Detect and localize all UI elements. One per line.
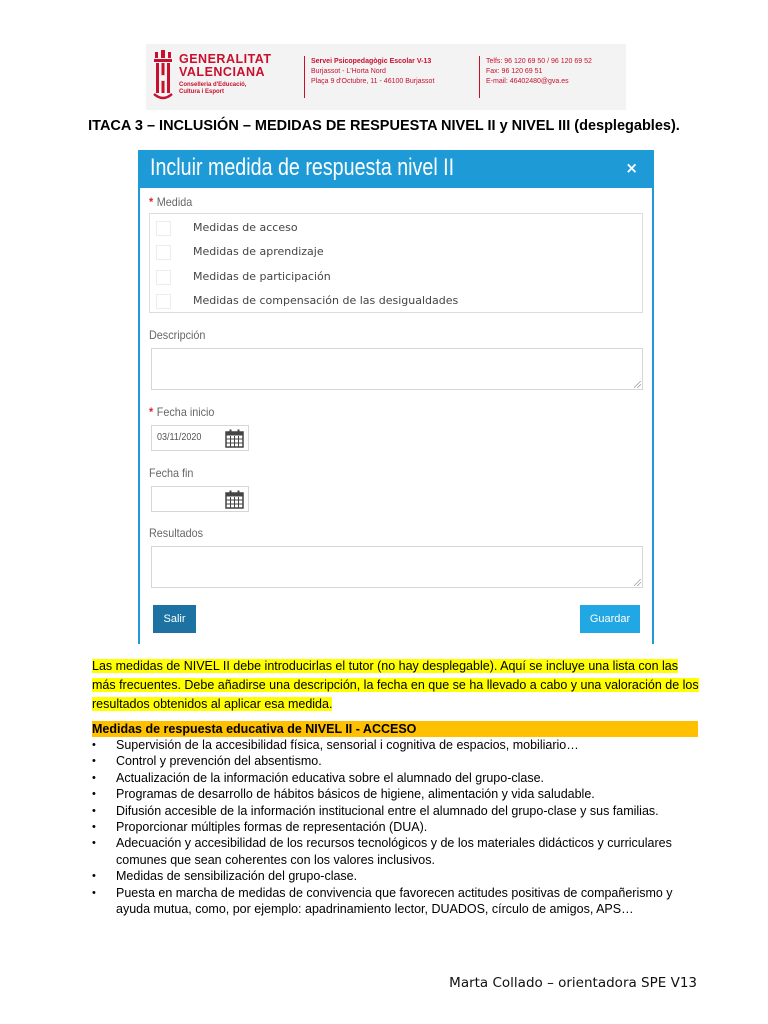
list-item-text: Difusión accesible de la información institucional entre el alumnado del grupo-clase y sus familias. bbox=[116, 803, 659, 818]
logo-subtitle: Conselleria d'Educació, Cultura i Esport bbox=[179, 82, 247, 95]
descripcion-label: Descripción bbox=[149, 328, 206, 342]
section-title: Medidas de respuesta educativa de NIVEL II - ACCESO bbox=[92, 722, 417, 736]
option-checkbox[interactable] bbox=[156, 294, 171, 309]
document-title: ITACA 3 – INCLUSIÓN – MEDIDAS DE RESPUESTA NIVEL II y NIVEL III (desplegables). bbox=[88, 118, 680, 134]
resize-grip-icon[interactable] bbox=[634, 381, 641, 388]
bullet-icon: • bbox=[92, 788, 96, 801]
letterhead bbox=[146, 44, 626, 110]
guardar-button[interactable]: Guardar bbox=[580, 605, 640, 633]
list-item bbox=[92, 803, 704, 819]
option-label: Medidas de compensación de las desigualdades bbox=[193, 294, 459, 307]
option-checkbox[interactable] bbox=[156, 270, 171, 285]
fecha-fin-label: Fecha fin bbox=[149, 466, 194, 480]
list-item bbox=[92, 868, 704, 884]
option-row[interactable] bbox=[150, 219, 642, 239]
fecha-inicio-label-text: Fecha inicio bbox=[156, 405, 215, 419]
list-item bbox=[92, 770, 704, 786]
descripcion-textarea[interactable] bbox=[151, 348, 643, 390]
list-item bbox=[92, 835, 704, 868]
fecha-inicio-input[interactable] bbox=[151, 425, 249, 451]
option-label: Medidas de aprendizaje bbox=[193, 245, 324, 258]
bullet-icon: • bbox=[92, 771, 96, 784]
option-row[interactable] bbox=[150, 268, 642, 288]
medida-label-text: Medida bbox=[156, 195, 193, 209]
list-item-text: Medidas de sensibilización del grupo-clase. bbox=[116, 869, 358, 884]
bullet-icon: • bbox=[92, 739, 96, 751]
fecha-inicio-value: 03/11/2020 bbox=[157, 432, 202, 443]
modal-title: Incluir medida de respuesta nivel II bbox=[150, 154, 455, 181]
list-item-text: Programas de desarrollo de hábitos básicos de higiene, alimentación y vida saludable. bbox=[116, 787, 595, 802]
email: E-mail: 46402480@gva.es bbox=[486, 78, 569, 85]
bullet-icon: • bbox=[92, 804, 96, 817]
required-mark: * bbox=[149, 405, 154, 419]
option-label: Medidas de participación bbox=[193, 270, 331, 283]
service-address: Plaça 9 d'Octubre, 11 - 46100 Burjassot bbox=[311, 78, 435, 85]
list-item-text: Actualización de la información educativa sobre el alumnado del grupo-clase. bbox=[116, 770, 545, 785]
bullet-icon: • bbox=[92, 886, 96, 899]
list-item-text: Adecuación y accesibilidad de los recursos tecnológicos y de los materiales didácticos y curriculares comunes que sean coherentes con los valores inclusivos. bbox=[116, 836, 672, 867]
contact-block bbox=[486, 57, 592, 87]
logo-line-1: GENERALITAT bbox=[179, 52, 272, 66]
list-item bbox=[92, 819, 704, 835]
letterhead-divider bbox=[479, 56, 480, 98]
calendar-icon[interactable] bbox=[225, 490, 244, 509]
option-checkbox[interactable] bbox=[156, 245, 171, 260]
required-mark: * bbox=[149, 195, 154, 209]
modal-header bbox=[138, 150, 654, 188]
letterhead-divider bbox=[304, 56, 305, 98]
page-footer: Marta Collado – orientadora SPE V13 bbox=[449, 975, 697, 991]
option-checkbox[interactable] bbox=[156, 221, 171, 236]
resultados-label: Resultados bbox=[149, 526, 204, 540]
option-row[interactable] bbox=[150, 292, 642, 312]
logo-line-2: VALENCIANA bbox=[179, 65, 266, 79]
intro-paragraph bbox=[92, 657, 702, 714]
intro-text: Las medidas de NIVEL II debe introducirlas el tutor (no hay desplegable). Aquí se incluye una lista con las más frecuentes. Debe añadirse una descripción, la fecha en que se ha llevado a cabo y una valoración de los resultados obtenidos al aplicar esa medida. bbox=[92, 659, 699, 711]
list-item-text: Proporcionar múltiples formas de representación (DUA). bbox=[116, 820, 428, 835]
medida-options bbox=[149, 213, 643, 313]
close-icon[interactable]: × bbox=[625, 159, 638, 177]
service-address-block bbox=[311, 57, 434, 87]
list-item bbox=[92, 786, 704, 802]
resize-grip-icon[interactable] bbox=[634, 579, 641, 586]
list-item bbox=[92, 885, 704, 918]
bullet-icon: • bbox=[92, 755, 96, 768]
list-item bbox=[92, 737, 704, 753]
section-heading bbox=[92, 721, 698, 737]
bullet-icon: • bbox=[92, 870, 96, 883]
modal-dialog bbox=[138, 150, 654, 644]
bullet-icon: • bbox=[92, 821, 96, 834]
medida-label bbox=[149, 195, 192, 209]
logo-text bbox=[179, 53, 272, 96]
service-name: Servei Psicopedagògic Escolar V-13 bbox=[311, 58, 432, 65]
fecha-fin-input[interactable] bbox=[151, 486, 249, 512]
measures-list bbox=[92, 737, 704, 917]
phones: Telfs: 96 120 69 50 / 96 120 69 52 bbox=[486, 58, 592, 65]
calendar-icon[interactable] bbox=[225, 429, 244, 448]
list-item-text: Supervisión de la accesibilidad física, sensorial i cognitiva de espacios, mobiliario… bbox=[116, 738, 579, 752]
service-location: Burjassot - L'Horta Nord bbox=[311, 68, 386, 75]
generalitat-logo-icon bbox=[152, 50, 174, 102]
option-label: Medidas de acceso bbox=[193, 221, 298, 234]
list-item-text: Control y prevención del absentismo. bbox=[116, 754, 322, 769]
list-item bbox=[92, 753, 704, 769]
fax: Fax: 96 120 69 51 bbox=[486, 68, 543, 75]
resultados-textarea[interactable] bbox=[151, 546, 643, 588]
option-row[interactable] bbox=[150, 243, 642, 263]
list-item-text: Puesta en marcha de medidas de convivencia que favorecen actitudes positivas de compañerismo y ayuda mutua, como, por ejemplo: apadrinamiento lector, DUADOS, círculo de amigos, APS… bbox=[116, 885, 673, 917]
fecha-inicio-label bbox=[149, 405, 214, 419]
salir-button[interactable]: Salir bbox=[153, 605, 196, 633]
bullet-icon: • bbox=[92, 837, 96, 850]
